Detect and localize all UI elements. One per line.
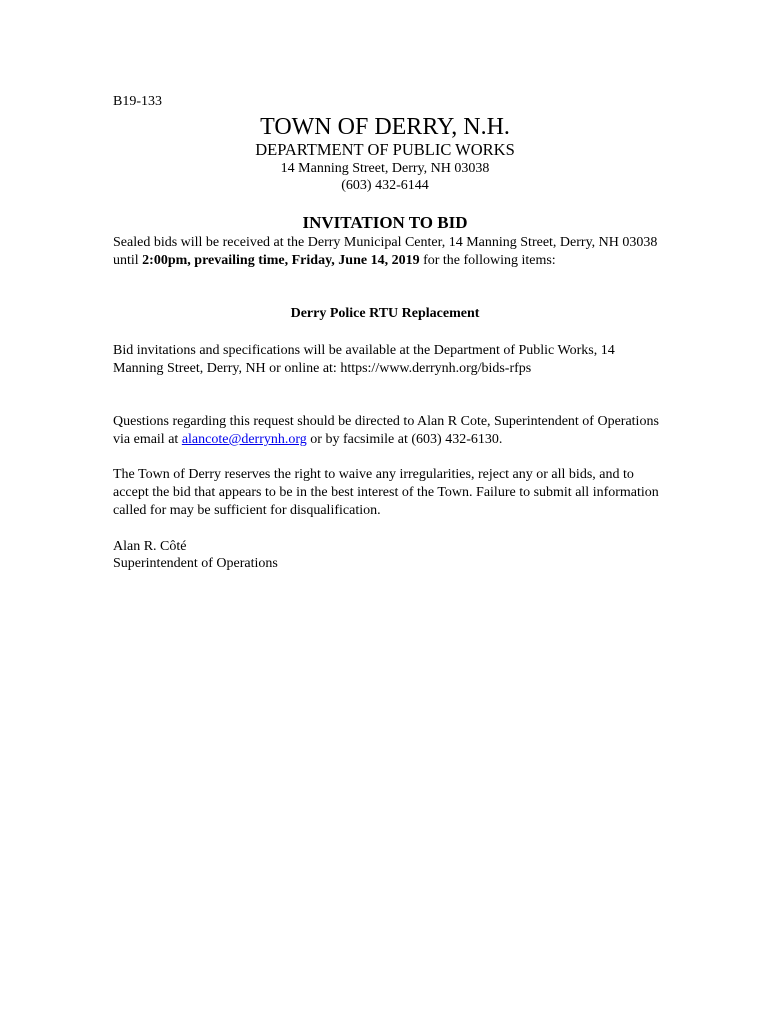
bid-reference-number: B19-133 <box>113 94 162 109</box>
town-title: TOWN OF DERRY, N.H. <box>260 114 510 140</box>
department-phone: (603) 432-6144 <box>341 178 429 193</box>
department-address: 14 Manning Street, Derry, NH 03038 <box>280 161 490 176</box>
bid-item-title: Derry Police RTU Replacement <box>290 306 480 321</box>
questions-text-after: or by facsimile at (603) 432-6130. <box>306 432 503 447</box>
questions-text-before: Questions regarding this request should be directed to Alan R Cote, Superintendent of Operations via email at <box>113 414 659 447</box>
reservation-paragraph: The Town of Derry reserves the right to waive any irregularities, reject any or all bids, and to accept the bid that appears to be in the best interest of the Town. Failure to submit all information called for may be sufficient for disqualification. <box>113 467 659 518</box>
signature-name: Alan R. Côté <box>113 539 187 554</box>
signature-title: Superintendent of Operations <box>113 556 278 571</box>
questions-paragraph <box>113 413 661 449</box>
specifications-paragraph: Bid invitations and specifications will be available at the Department of Public Works, 14 Manning Street, Derry, NH or online at: https://www.derrynh.org/bids-rfps <box>113 343 615 376</box>
contact-email-link[interactable]: alancote@derrynh.org <box>181 432 307 447</box>
sealed-bids-text-before: Sealed bids will be received at the Derry Municipal Center, 14 Manning Street, Derry, NH 03038 until <box>113 235 658 268</box>
invitation-heading: INVITATION TO BID <box>302 213 468 232</box>
department-name: DEPARTMENT OF PUBLIC WORKS <box>255 140 515 159</box>
sealed-bids-paragraph <box>113 234 661 270</box>
bid-deadline: 2:00pm, prevailing time, Friday, June 14, 2019 <box>142 253 420 268</box>
sealed-bids-text-after: for the following items: <box>419 253 556 268</box>
